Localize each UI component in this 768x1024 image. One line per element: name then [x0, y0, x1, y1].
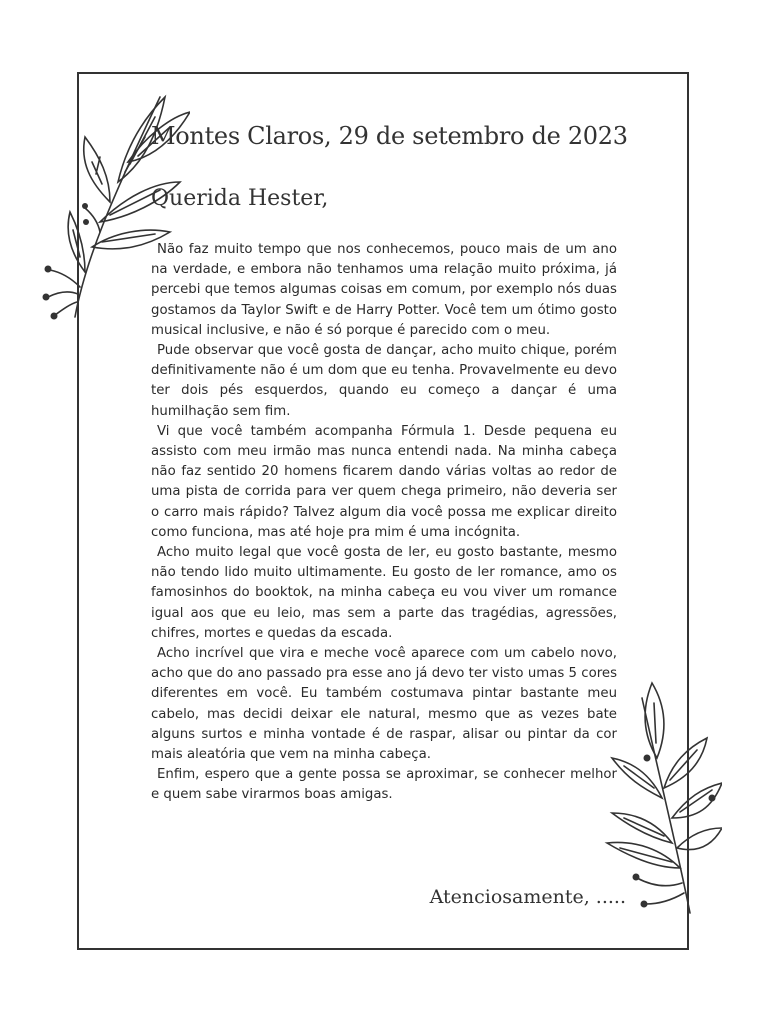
letter-paragraph: Acho incrível que vira e meche você aparece com um cabelo novo, acho que do ano passado pra esse ano já devo ter visto umas 5 cores diferentes em você. Eu também costumava pintar bastante meu cabelo, mas decidi deixar ele natural, mesmo que as vezes bate alguns surtos e minha vontade é de raspar, alisar ou pintar da cor mais aleatória que vem na minha cabeça.: [151, 646, 617, 763]
letter-paragraph: Enfim, espero que a gente possa se aproximar, se conhecer melhor e quem sabe virarmos boas amigas.: [151, 767, 617, 803]
letter-paragraph: Pude observar que você gosta de dançar, acho muito chique, porém definitivamente não é um dom que eu tenha. Provavelmente eu devo ter dois pés esquerdos, quando eu começo a dançar é uma humilhação sem fim.: [151, 343, 617, 419]
letter-paragraph: Não faz muito tempo que nos conhecemos, pouco mais de um ano na verdade, e embora não tenhamos uma relação muito próxima, já percebi que temos algumas coisas em comum, por exemplo nós duas gostamos da Taylor Swift e de Harry Potter. Você tem um ótimo gosto musical inclusive, e não é só porque é parecido com o meu.: [151, 242, 617, 338]
letter-paragraph: Vi que você também acompanha Fórmula 1. Desde pequena eu assisto com meu irmão mas nunca entendi nada. Na minha cabeça não faz sentido 20 homens ficarem dando várias voltas ao redor de uma pista de corrida para ver quem chega primeiro, não deveria ser o carro mais rápido? Talvez algum dia você possa me explicar direito como funciona, mas até hoje pra mim é uma incógnita.: [151, 423, 617, 540]
letter-body: [151, 240, 617, 806]
letter-closing: Atenciosamente, .....: [429, 886, 626, 908]
letter-place-date: Montes Claros, 29 de setembro de 2023: [151, 122, 628, 150]
letter-paragraph: Acho muito legal que você gosta de ler, eu gosto bastante, mesmo não tendo lido muito ultimamente. Eu gosto de ler romance, amo os famosinhos do booktok, na minha cabeça eu vou viver um romance igual aos que eu leio, mas sem a parte das tragédias, agressões, chifres, mortes e quedas da escada.: [151, 545, 617, 641]
letter-greeting: Querida Hester,: [151, 186, 329, 211]
